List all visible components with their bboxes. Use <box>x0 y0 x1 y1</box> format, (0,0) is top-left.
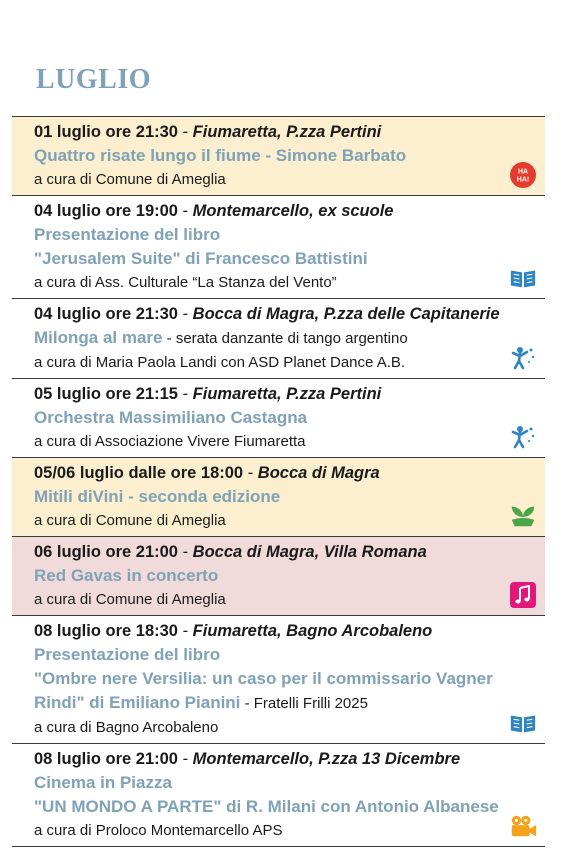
event-title: Presentazione del libro <box>34 225 221 244</box>
event-organizer: a cura di Maria Paola Landi con ASD Planet Dance A.B. <box>34 354 406 371</box>
book-icon <box>509 264 537 292</box>
event-date-line <box>34 540 497 564</box>
event-date: 08 luglio ore 21:00 <box>34 750 178 768</box>
event-location: Montemarcello, ex scuole <box>192 202 394 220</box>
event-title <box>34 326 497 351</box>
event-date: 05/06 luglio dalle ore 18:00 <box>34 464 244 482</box>
event-date: 04 luglio ore 19:00 <box>34 202 178 220</box>
event-organizer: a cura di Associazione Vivere Fiumaretta <box>34 433 306 450</box>
event-title: "Jerusalem Suite" di Francesco Battistini <box>34 249 368 268</box>
laugh-icon <box>509 161 537 189</box>
event-organizer: a cura di Comune di Ameglia <box>34 171 226 188</box>
event-date: 01 luglio ore 21:30 <box>34 123 178 141</box>
dance-icon <box>509 423 537 451</box>
event-separator: - <box>177 305 193 323</box>
event-date-line <box>34 199 497 223</box>
event-item <box>12 196 545 299</box>
event-location: Bocca di Magra, Villa Romana <box>192 543 427 561</box>
event-item <box>12 379 545 458</box>
event-date: 08 luglio ore 18:30 <box>34 622 178 640</box>
event-item <box>12 537 545 616</box>
event-separator: - <box>177 622 193 640</box>
event-date-line <box>34 461 497 485</box>
music-icon <box>509 581 537 609</box>
event-date-line <box>34 619 497 643</box>
event-separator: - <box>177 543 193 561</box>
event-title: Red Gavas in concerto <box>34 566 219 585</box>
event-list <box>12 116 545 847</box>
event-date-line <box>34 302 500 326</box>
event-date: 06 luglio ore 21:00 <box>34 543 178 561</box>
laugh-icon-text-1: HA <box>517 168 529 176</box>
event-location: Bocca di Magra <box>257 464 380 482</box>
dance-icon <box>509 344 537 372</box>
event-organizer: a cura di Bagno Arcobaleno <box>34 719 219 736</box>
event-date-line <box>34 120 497 144</box>
event-date: 05 luglio ore 21:15 <box>34 385 178 403</box>
event-title: Presentazione del libro <box>34 645 221 664</box>
event-location: Bocca di Magra, P.zza delle Capitanerie <box>192 305 500 323</box>
event-organizer: a cura di Proloco Montemarcello APS <box>34 822 283 839</box>
month-heading: LUGLIO <box>36 64 152 95</box>
event-organizer: a cura di Comune di Ameglia <box>34 591 226 608</box>
event-organizer: a cura di Comune di Ameglia <box>34 512 226 529</box>
event-separator: - <box>243 464 258 482</box>
event-item <box>12 299 545 379</box>
event-title: Orchestra Massimiliano Castagna <box>34 408 308 427</box>
event-item <box>12 458 545 537</box>
event-date-line <box>34 382 497 406</box>
event-title: Quattro risate lungo il fiume - Simone Barbato <box>34 146 407 165</box>
event-item <box>12 616 545 744</box>
laugh-icon-text-2: HA! <box>516 176 530 184</box>
event-location: Fiumaretta, P.zza Pertini <box>192 385 382 403</box>
event-separator: - <box>177 750 193 768</box>
cinema-icon <box>509 812 537 840</box>
event-date: 04 luglio ore 21:30 <box>34 305 178 323</box>
event-title: Mitili diVini - seconda edizione <box>34 487 281 506</box>
event-organizer: a cura di Ass. Culturale “La Stanza del Vento” <box>34 274 337 291</box>
event-separator: - <box>177 385 193 403</box>
event-separator: - <box>177 202 193 220</box>
event-title-extra: - serata danzante di tango argentino <box>162 330 408 347</box>
event-title-text: Rindi" di Emiliano Pianini <box>34 693 241 712</box>
event-location: Montemarcello, P.zza 13 Dicembre <box>192 750 461 768</box>
event-title-extra: - Fratelli Frilli 2025 <box>240 695 368 712</box>
event-title: Cinema in Piazza <box>34 773 172 792</box>
event-title-text: Milonga al mare <box>34 328 163 347</box>
event-location: Fiumaretta, P.zza Pertini <box>192 123 382 141</box>
food-wine-icon <box>509 502 537 530</box>
event-title <box>34 691 497 716</box>
event-item <box>12 744 545 847</box>
event-title: "Ombre nere Versilia: un caso per il commissario Vagner <box>34 669 493 688</box>
event-item <box>12 116 545 196</box>
book-icon <box>509 709 537 737</box>
event-location: Fiumaretta, Bagno Arcobaleno <box>192 622 433 640</box>
event-title: "UN MONDO A PARTE" di R. Milani con Antonio Albanese <box>34 797 499 816</box>
event-date-line <box>34 747 497 771</box>
event-separator: - <box>177 123 193 141</box>
